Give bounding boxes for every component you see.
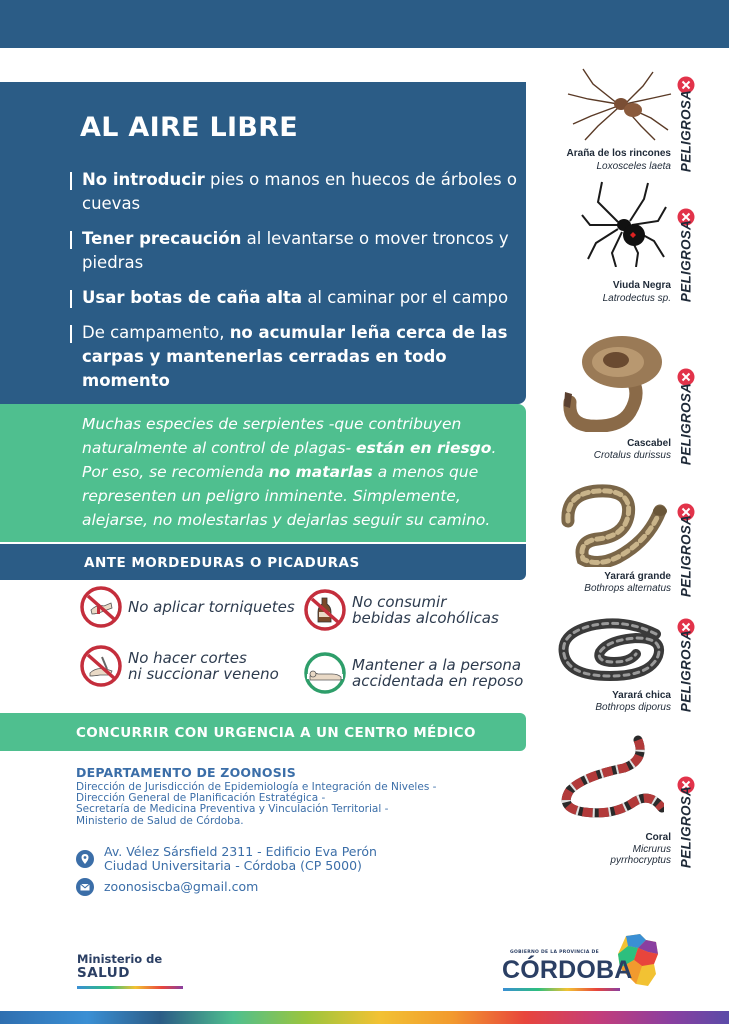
department-line-2: Dirección General de Planificación Estratégica -	[76, 792, 326, 805]
species-1-latin: Loxosceles laeta	[596, 161, 671, 172]
no-cut-icon	[80, 645, 122, 687]
ministerio-salud-logo	[77, 953, 162, 981]
species-black-widow	[548, 192, 729, 312]
email-icon	[76, 878, 94, 896]
advice-1-line1: No aplicar torniquetes	[128, 598, 295, 616]
urgent-text: CONCURRIR CON URGENCIA A UN CENTRO MÉDICO	[76, 725, 476, 741]
cordoba-color-line	[503, 988, 620, 991]
species-coral-snake	[548, 730, 729, 875]
species-5-latin: Bothrops diporus	[595, 702, 671, 713]
outdoor-bullets	[70, 168, 520, 404]
species-6-latin-1: Micrurus	[632, 844, 671, 855]
no-tourniquet-icon	[80, 586, 122, 628]
danger-label: PELIGROSA	[678, 629, 694, 713]
species-5-name: Yarará chica	[612, 690, 671, 701]
department-line-3: Secretaría de Medicina Preventiva y Vinculación Territorial -	[76, 803, 389, 816]
top-bar	[0, 0, 729, 48]
species-yarara-chica	[548, 612, 729, 722]
advice-no-cut	[80, 645, 279, 687]
danger-label: PELIGROSA	[678, 785, 694, 869]
address-line-2: Ciudad Universitaria - Córdoba (CP 5000)	[104, 858, 362, 873]
species-6-name: Coral	[645, 832, 671, 843]
advice-4-line1: Mantener a la persona	[352, 656, 522, 674]
advice-2-line1: No consumir	[352, 593, 447, 611]
department-line-4: Ministerio de Salud de Córdoba.	[76, 814, 244, 827]
species-2-name: Viuda Negra	[612, 280, 671, 291]
species-1-name: Araña de los rincones	[566, 148, 671, 159]
species-yarara-grande	[548, 477, 729, 602]
rest-icon	[304, 652, 346, 694]
no-alcohol-icon	[304, 589, 346, 631]
location-pin-icon	[76, 850, 94, 868]
species-rattlesnake	[548, 332, 729, 467]
species-3-latin: Crotalus durissus	[593, 450, 671, 461]
species-2-latin: Latrodectus sp.	[602, 293, 671, 304]
species-4-name: Yarará grande	[604, 571, 671, 582]
department-lines	[76, 782, 436, 827]
ministerio-color-line	[77, 986, 183, 989]
email	[76, 878, 258, 896]
danger-label: PELIGROSA	[678, 89, 694, 173]
cordoba-logo-subtitle: GOBIERNO DE LA PROVINCIA DE	[510, 950, 599, 955]
advice-4-line2: accidentada en reposo	[352, 672, 524, 690]
address	[76, 845, 377, 873]
recluse-spider-image	[563, 64, 673, 144]
danger-label: PELIGROSA	[678, 382, 694, 466]
ministerio-line-2: SALUD	[77, 965, 130, 981]
advice-no-tourniquet	[80, 586, 295, 628]
advice-3-line1: No hacer cortes	[128, 649, 247, 667]
email-text[interactable]: zoonosiscba@gmail.com	[104, 879, 259, 894]
danger-label: PELIGROSA	[678, 219, 694, 303]
bullet-1: No introducir pies o manos en huecos de árboles o cuevas	[70, 168, 520, 216]
species-3-name: Cascabel	[627, 438, 671, 449]
advice-3-line2: ni succionar veneno	[128, 665, 279, 683]
ministerio-line-1: Ministerio de	[77, 952, 163, 966]
bullet-2: Tener precaución al levantarse o mover troncos y piedras	[70, 227, 520, 275]
species-recluse-spider	[548, 62, 729, 182]
black-widow-image	[578, 177, 668, 267]
yarara-chica-image	[554, 614, 669, 690]
advice-2-line2: bebidas alcohólicas	[352, 609, 499, 627]
advice-rest	[304, 652, 523, 694]
department-title: DEPARTAMENTO DE ZOONOSIS	[76, 765, 296, 780]
department-line-1: Dirección de Jurisdicción de Epidemiología e Integración de Niveles -	[76, 781, 437, 793]
species-6-latin-2: pyrrhocryptus	[610, 855, 671, 866]
bites-title: ANTE MORDEDURAS O PICADURAS	[84, 555, 360, 571]
address-line-1: Av. Vélez Sársfield 2311 - Edificio Eva Perón	[104, 844, 377, 859]
cordoba-logo-text: CÓRDOBA	[502, 956, 633, 984]
bullet-4: De campamento, no acumular leña cerca de las carpas y mantenerlas cerradas en todo momento	[70, 321, 520, 393]
advice-no-alcohol	[304, 589, 499, 631]
coral-snake-image	[554, 732, 664, 832]
outdoor-title: AL AIRE LIBRE	[80, 112, 299, 143]
snakes-note-text: Muchas especies de serpientes -que contribuyen naturalmente al control de plagas- están en riesgo. Por eso, se recomienda no matarlas a menos que representen un peligro inminente. Simplemente, alejarse, no molestarlas y dejarlas seguir su camino.	[82, 415, 497, 529]
yarara-grande-image	[558, 481, 668, 567]
species-4-latin: Bothrops alternatus	[584, 583, 671, 594]
bottom-color-stripe	[0, 1011, 729, 1024]
danger-label: PELIGROSA	[678, 514, 694, 598]
rattlesnake-image	[560, 332, 675, 432]
bullet-3: Usar botas de caña alta al caminar por el campo	[70, 286, 520, 310]
